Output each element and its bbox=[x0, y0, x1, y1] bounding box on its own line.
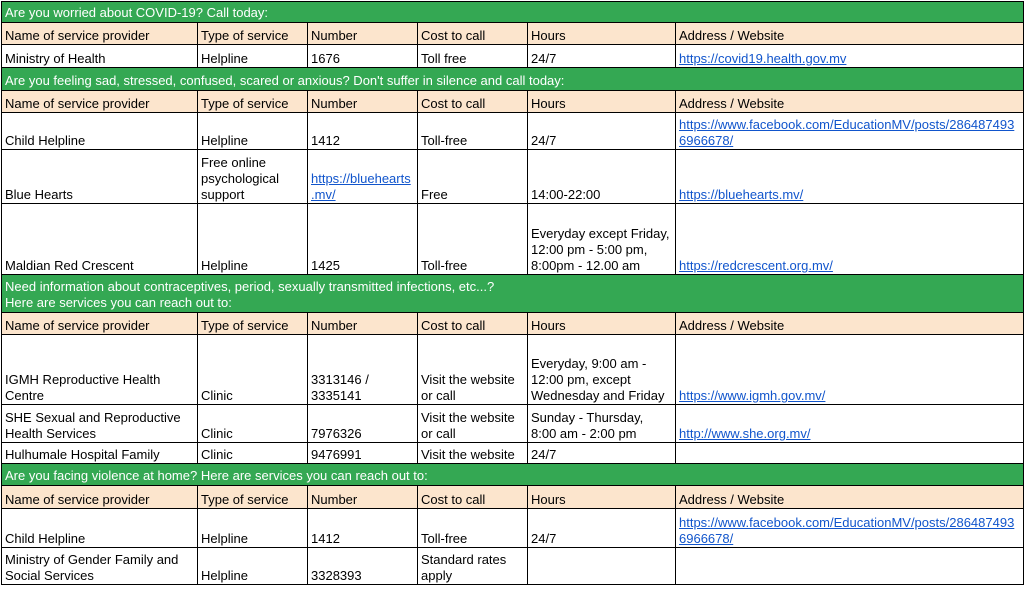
header-hours: Hours bbox=[528, 313, 676, 335]
header-address: Address / Website bbox=[676, 486, 1024, 509]
table-row bbox=[2, 150, 1024, 204]
cost-cell: Visit the website or call bbox=[418, 405, 528, 443]
services-table bbox=[1, 1, 1024, 585]
header-cost: Cost to call bbox=[418, 313, 528, 335]
header-type: Type of service bbox=[198, 313, 308, 335]
header-type: Type of service bbox=[198, 91, 308, 113]
cost-cell: Free bbox=[418, 150, 528, 204]
section-subtitle: Here are services you can reach out to: bbox=[5, 295, 232, 310]
website-link[interactable]: https://www.facebook.com/EducationMV/posts/2864874936966678/ bbox=[679, 117, 1015, 148]
header-provider: Name of service provider bbox=[2, 486, 198, 509]
provider-cell: Ministry of Gender Family and Social Services bbox=[2, 548, 198, 585]
header-address: Address / Website bbox=[676, 91, 1024, 113]
provider-cell: Blue Hearts bbox=[2, 150, 198, 204]
section-title: Are you worried about COVID-19? Call today: bbox=[2, 2, 1024, 23]
cost-cell: Toll free bbox=[418, 45, 528, 68]
provider-cell: Child Helpline bbox=[2, 509, 198, 548]
header-hours: Hours bbox=[528, 23, 676, 45]
hours-cell: Everyday, 9:00 am - 12:00 pm, except Wednesday and Friday bbox=[528, 335, 676, 405]
table-row bbox=[2, 204, 1024, 275]
cost-cell: Toll-free bbox=[418, 113, 528, 150]
cost-cell: Visit the website bbox=[418, 443, 528, 464]
header-hours: Hours bbox=[528, 486, 676, 509]
hours-cell: 14:00-22:00 bbox=[528, 150, 676, 204]
header-number: Number bbox=[308, 23, 418, 45]
header-number: Number bbox=[308, 91, 418, 113]
table-row bbox=[2, 113, 1024, 150]
header-address: Address / Website bbox=[676, 313, 1024, 335]
header-number: Number bbox=[308, 313, 418, 335]
provider-cell: Ministry of Health bbox=[2, 45, 198, 68]
type-cell: Helpline bbox=[198, 509, 308, 548]
header-provider: Name of service provider bbox=[2, 91, 198, 113]
website-link[interactable]: https://www.facebook.com/EducationMV/posts/2864874936966678/ bbox=[679, 515, 1015, 546]
header-type: Type of service bbox=[198, 486, 308, 509]
type-cell: Clinic bbox=[198, 443, 308, 464]
hours-cell: Sunday - Thursday, 8:00 am - 2:00 pm bbox=[528, 405, 676, 443]
section-title: Are you feeling sad, stressed, confused, scared or anxious? Don't suffer in silence and call today: bbox=[2, 68, 1024, 91]
hours-cell: 24/7 bbox=[528, 45, 676, 68]
provider-cell: Hulhumale Hospital Family bbox=[2, 443, 198, 464]
type-cell: Free online psychological support bbox=[198, 150, 308, 204]
header-cost: Cost to call bbox=[418, 91, 528, 113]
header-type: Type of service bbox=[198, 23, 308, 45]
number-cell: 1676 bbox=[308, 45, 418, 68]
website-link[interactable]: https://www.igmh.gov.mv/ bbox=[679, 388, 826, 403]
cost-cell: Standard rates apply bbox=[418, 548, 528, 585]
table-row bbox=[2, 405, 1024, 443]
header-address: Address / Website bbox=[676, 23, 1024, 45]
address-cell bbox=[676, 443, 1024, 464]
number-cell: 1412 bbox=[308, 113, 418, 150]
type-cell: Helpline bbox=[198, 113, 308, 150]
number-cell: 1412 bbox=[308, 509, 418, 548]
header-cost: Cost to call bbox=[418, 486, 528, 509]
website-link[interactable]: https://covid19.health.gov.mv bbox=[679, 51, 847, 66]
table-row bbox=[2, 335, 1024, 405]
cost-cell: Toll-free bbox=[418, 204, 528, 275]
cost-cell: Toll-free bbox=[418, 509, 528, 548]
provider-cell: IGMH Reproductive Health Centre bbox=[2, 335, 198, 405]
website-link[interactable]: http://www.she.org.mv/ bbox=[679, 426, 811, 441]
number-cell: 3328393 bbox=[308, 548, 418, 585]
number-cell: 9476991 bbox=[308, 443, 418, 464]
hours-cell: Everyday except Friday, 12:00 pm - 5:00 pm, 8:00pm - 12.00 am bbox=[528, 204, 676, 275]
header-provider: Name of service provider bbox=[2, 23, 198, 45]
section-title: Are you facing violence at home? Here are services you can reach out to: bbox=[2, 464, 1024, 486]
website-link[interactable]: https://bluehearts.mv/ bbox=[311, 171, 411, 202]
hours-cell: 24/7 bbox=[528, 443, 676, 464]
provider-cell: Child Helpline bbox=[2, 113, 198, 150]
hours-cell: 24/7 bbox=[528, 509, 676, 548]
header-cost: Cost to call bbox=[418, 23, 528, 45]
header-provider: Name of service provider bbox=[2, 313, 198, 335]
website-link[interactable]: https://bluehearts.mv/ bbox=[679, 187, 804, 202]
header-number: Number bbox=[308, 486, 418, 509]
type-cell: Clinic bbox=[198, 405, 308, 443]
table-row bbox=[2, 548, 1024, 585]
type-cell: Clinic bbox=[198, 335, 308, 405]
number-cell: 7976326 bbox=[308, 405, 418, 443]
number-cell: 3313146 / 3335141 bbox=[308, 335, 418, 405]
section-title: Need information about contraceptives, period, sexually transmitted infections, etc...? bbox=[5, 279, 495, 294]
hours-cell: 24/7 bbox=[528, 113, 676, 150]
address-cell bbox=[676, 548, 1024, 585]
type-cell: Helpline bbox=[198, 45, 308, 68]
provider-cell: Maldian Red Crescent bbox=[2, 204, 198, 275]
type-cell: Helpline bbox=[198, 204, 308, 275]
number-cell: 1425 bbox=[308, 204, 418, 275]
table-row bbox=[2, 443, 1024, 464]
header-hours: Hours bbox=[528, 91, 676, 113]
cost-cell: Visit the website or call bbox=[418, 335, 528, 405]
type-cell: Helpline bbox=[198, 548, 308, 585]
provider-cell: SHE Sexual and Reproductive Health Services bbox=[2, 405, 198, 443]
table-row bbox=[2, 509, 1024, 548]
table-row bbox=[2, 45, 1024, 68]
hours-cell bbox=[528, 548, 676, 585]
website-link[interactable]: https://redcrescent.org.mv/ bbox=[679, 258, 833, 273]
